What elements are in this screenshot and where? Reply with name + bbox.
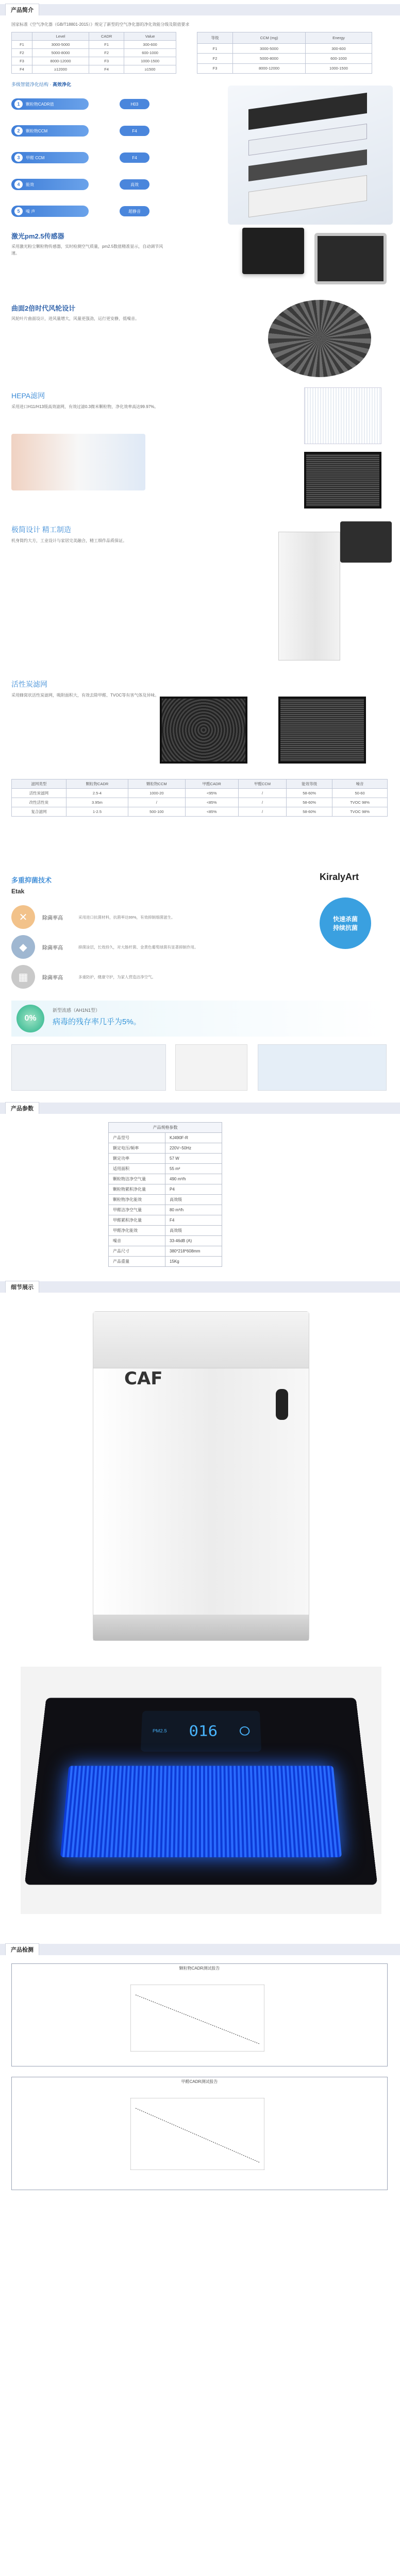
table-header: 噪音 bbox=[332, 779, 388, 789]
hepa-feature bbox=[0, 387, 400, 521]
table-cell: F1 bbox=[197, 43, 233, 53]
stage-label: 能效 bbox=[26, 182, 34, 187]
table-header: 甲醛CCM bbox=[238, 779, 287, 789]
table-cell: ≥1500 bbox=[124, 65, 176, 74]
table-cell: 3000-5000 bbox=[232, 43, 305, 53]
stage-label: 噪 声 bbox=[26, 209, 36, 214]
honeycomb-filter-image bbox=[278, 697, 366, 764]
table-header: Level bbox=[32, 32, 89, 41]
test-photo-2 bbox=[175, 1044, 247, 1091]
pm-number: 016 bbox=[189, 1722, 218, 1740]
building-icon: ▦ bbox=[11, 965, 35, 989]
stage-tag: H03 bbox=[120, 99, 149, 109]
table-cell: 600-1000 bbox=[305, 54, 372, 63]
section-title: 细节展示 bbox=[5, 1281, 39, 1293]
feature-title: 极简设计 精工制造 bbox=[11, 526, 71, 534]
table-cell: 1000-20 bbox=[128, 789, 186, 798]
blue-light-grill bbox=[60, 1766, 342, 1857]
spec-value: 15Kg bbox=[165, 1257, 222, 1267]
design-feature bbox=[0, 521, 400, 676]
product-detail-page bbox=[0, 4, 400, 2206]
table-header: 等级 bbox=[197, 32, 233, 44]
bacteria-icon: ✕ bbox=[11, 905, 35, 929]
stage-tag: F4 bbox=[120, 152, 149, 163]
section-header-params bbox=[0, 1103, 400, 1114]
table-cell: / bbox=[238, 789, 287, 798]
stage-pill bbox=[11, 179, 89, 190]
stage-number: 1 bbox=[14, 100, 23, 108]
feature-text: 机身简约大方，工业设计与家居完美融合，精工细作品质保证。 bbox=[11, 538, 127, 543]
purify-note-prefix: 多级智能净化结构 · bbox=[11, 82, 52, 87]
spec-key: 额定功率 bbox=[109, 1154, 165, 1164]
zero-percent-badge: 0% bbox=[16, 1005, 44, 1032]
antibac-name: 除菌率高 bbox=[42, 945, 63, 951]
table-cell: TVOC 98% bbox=[332, 798, 388, 807]
spec-value: 220V~50Hz bbox=[165, 1143, 222, 1154]
section-header-intro bbox=[0, 4, 400, 15]
stage-tag: 超静音 bbox=[120, 206, 149, 216]
spec-key: 甲醛洁净空气量 bbox=[109, 1205, 165, 1215]
table-cell: 58-60% bbox=[287, 789, 332, 798]
table-cell: F1 bbox=[12, 41, 32, 49]
table-cell: 复合滤网 bbox=[12, 807, 66, 817]
stage-label: 颗粒物CCM bbox=[26, 128, 48, 133]
table-header: 颗粒物CCM bbox=[128, 779, 186, 789]
table-cell: F3 bbox=[197, 63, 233, 73]
spec-value: 57 W bbox=[165, 1154, 222, 1164]
intro-text: 国家标准《空气净化器（GB/T18801-2015）》规定了新型的空气净化器的净化效能分级及限值要求 bbox=[11, 22, 190, 27]
feature-text: 风轮叶片曲面设计，进风量增大，风量更强劲，运行更安静，低噪音。 bbox=[11, 316, 139, 321]
brand-label: Etak bbox=[11, 888, 25, 895]
table-cell: F2 bbox=[197, 54, 233, 63]
feature-title: 活性炭滤网 bbox=[11, 680, 47, 688]
filter-frame-image bbox=[304, 452, 381, 509]
section-header-detail bbox=[0, 1281, 400, 1293]
test-photo-1 bbox=[11, 1044, 166, 1091]
section-header-test bbox=[0, 1944, 400, 1955]
table-header: 能效等级 bbox=[287, 779, 332, 789]
spec-value: KJ490F-R bbox=[165, 1133, 222, 1143]
table-cell: 50-60 bbox=[332, 789, 388, 798]
stage-label: 甲醛 CCM bbox=[26, 155, 45, 160]
antibac-desc: 采用进口抗菌材料，抗菌率达99%，有效抑制细菌滋生。 bbox=[78, 914, 175, 920]
test-report-title: 甲醛CADR测试报告 bbox=[181, 2079, 218, 2084]
pm-label: PM2.5 bbox=[152, 1728, 167, 1734]
fan-feature bbox=[0, 300, 400, 387]
feature-text: 采用激光粉尘颗粒物传感器，实时检测空气质量，pm2.5数值精准显示，自动调节风速。 bbox=[11, 244, 163, 256]
table-cell: F3 bbox=[12, 57, 32, 65]
exploded-purifier-image bbox=[228, 86, 393, 225]
shield-icon: ◆ bbox=[11, 935, 35, 959]
spec-key: 颗粒物累积净化量 bbox=[109, 1184, 165, 1195]
purify-stages bbox=[11, 91, 389, 225]
flu-title: 新型流感（AH1N1型） bbox=[53, 1008, 101, 1013]
table-cell: F4 bbox=[89, 65, 124, 74]
spec-header: 产品规格参数 bbox=[109, 1123, 222, 1133]
table-cell: 5000-8000 bbox=[232, 54, 305, 63]
feature-text: 采用蜂窝状活性炭滤网，吸附面积大，有效去除甲醛、TVOC等有害气体及异味。 bbox=[11, 693, 159, 698]
spec-value: 380*218*608mm bbox=[165, 1246, 222, 1257]
table-cell: 2.5-4 bbox=[66, 789, 128, 798]
spec-key: 额定电压/频率 bbox=[109, 1143, 165, 1154]
table-cell: 1000-1500 bbox=[124, 57, 176, 65]
spec-key: 适用面积 bbox=[109, 1164, 165, 1174]
table-cell: <85% bbox=[185, 807, 238, 817]
spec-key: 甲醛净化能效 bbox=[109, 1226, 165, 1236]
table-cell: / bbox=[238, 807, 287, 817]
test-curve-2 bbox=[130, 2098, 264, 2170]
table-cell: F3 bbox=[89, 57, 124, 65]
table-cell: F2 bbox=[89, 49, 124, 57]
spec-key: 产品尺寸 bbox=[109, 1246, 165, 1257]
test-report-title: 颗粒物CADR测试报告 bbox=[179, 1966, 220, 1971]
power-button-icon[interactable] bbox=[240, 1726, 250, 1736]
table-header bbox=[12, 32, 32, 41]
table-cell: 58-60% bbox=[287, 798, 332, 807]
badge-line: 持续抗菌 bbox=[332, 924, 358, 931]
spec-value: 高效级 bbox=[165, 1195, 222, 1205]
table-cell: <95% bbox=[185, 789, 238, 798]
spec-key: 产品型号 bbox=[109, 1133, 165, 1143]
section-title: 产品参数 bbox=[5, 1102, 39, 1114]
detail-block bbox=[0, 1296, 400, 1940]
table-header: Value bbox=[124, 32, 176, 41]
table-cell: <85% bbox=[185, 798, 238, 807]
partner-name: KiralyArt bbox=[320, 872, 359, 882]
spec-key: 颗粒物洁净空气量 bbox=[109, 1174, 165, 1184]
feature-title: 多重抑菌技术 bbox=[11, 876, 52, 884]
section-title: 产品检测 bbox=[5, 1943, 39, 1955]
table-header: 颗粒物CADR bbox=[66, 779, 128, 789]
spec-value: F4 bbox=[165, 1215, 222, 1226]
spec-key: 颗粒物净化能效 bbox=[109, 1195, 165, 1205]
spec-block bbox=[0, 1117, 400, 1277]
table-cell: TVOC 98% bbox=[332, 807, 388, 817]
table-header: Energy bbox=[305, 32, 372, 44]
stage-label: 颗粒物CADR值 bbox=[26, 101, 54, 107]
standard-table-right bbox=[197, 32, 372, 74]
badge-line: 快速杀菌 bbox=[332, 916, 358, 923]
carbon-filter-image bbox=[160, 697, 247, 764]
antibac-item bbox=[11, 962, 389, 992]
sensor-image-2 bbox=[314, 233, 387, 284]
table-header: 甲醛CADR bbox=[185, 779, 238, 789]
table-cell: 8000-12000 bbox=[32, 57, 89, 65]
table-cell: 500-100 bbox=[128, 807, 186, 817]
purifier-device-image bbox=[278, 532, 340, 660]
antibac-feature bbox=[0, 872, 400, 1098]
table-cell: ≥12000 bbox=[32, 65, 89, 74]
feature-title: HEPA滤网 bbox=[11, 392, 45, 400]
stage-tag: F4 bbox=[120, 126, 149, 136]
partner-logo bbox=[320, 872, 359, 883]
table-cell: 8000-12000 bbox=[232, 63, 305, 73]
carbon-table bbox=[11, 779, 388, 817]
table-cell: 600-1000 bbox=[124, 49, 176, 57]
antibac-badge bbox=[320, 897, 371, 949]
table-cell: 改性活性炭 bbox=[12, 798, 66, 807]
stage-number: 5 bbox=[14, 207, 23, 215]
table-header: CCM (mg) bbox=[232, 32, 305, 44]
virus-banner bbox=[11, 1001, 388, 1037]
table-cell: 1000-1500 bbox=[305, 63, 372, 73]
handle-slot[interactable] bbox=[276, 1389, 288, 1420]
stage-tag: 高效 bbox=[120, 179, 149, 190]
display-panel bbox=[141, 1711, 261, 1752]
test-block bbox=[0, 1958, 400, 2206]
fan-wheel-image bbox=[268, 300, 371, 377]
table-cell: / bbox=[238, 798, 287, 807]
purifier-front-image bbox=[93, 1311, 309, 1641]
section-title: 产品简介 bbox=[5, 4, 39, 15]
purify-note-highlight: 高效净化 bbox=[53, 82, 72, 87]
table-header: 滤网类型 bbox=[12, 779, 66, 789]
standard-table-left bbox=[11, 32, 176, 74]
feature-title: 曲面2倍时代风轮设计 bbox=[11, 304, 76, 312]
table-cell: 58-60% bbox=[287, 807, 332, 817]
spec-key: 产品重量 bbox=[109, 1257, 165, 1267]
airflow-image bbox=[11, 434, 145, 490]
pm-sensor-feature bbox=[0, 228, 400, 300]
antibac-name: 除菌率高 bbox=[42, 975, 63, 981]
intro-block bbox=[0, 19, 400, 228]
table-cell: 300-600 bbox=[305, 43, 372, 53]
test-curve-1 bbox=[130, 1985, 264, 2052]
table-cell: 300-600 bbox=[124, 41, 176, 49]
table-cell: 1-2.5 bbox=[66, 807, 128, 817]
spec-value: P4 bbox=[165, 1184, 222, 1195]
feature-text: 采用进口H11/H13级高效滤网，有效过滤0.3微米颗粒物，净化效率高达99.97%。 bbox=[11, 404, 159, 409]
spec-table bbox=[108, 1122, 222, 1267]
feature-title: 激光pm2.5传感器 bbox=[11, 232, 64, 240]
stage-pill bbox=[11, 125, 89, 137]
table-cell: F4 bbox=[12, 65, 32, 74]
table-cell: F1 bbox=[89, 41, 124, 49]
carbon-feature bbox=[0, 676, 400, 872]
antibac-desc: 多重防护，健康守护，为家人营造洁净空气。 bbox=[78, 974, 156, 979]
table-cell: F2 bbox=[12, 49, 32, 57]
stage-number: 3 bbox=[14, 154, 23, 162]
antibac-desc: 抑菌涂层，长效持久，对大肠杆菌、金黄色葡萄球菌有显著抑制作用。 bbox=[78, 944, 198, 950]
test-report-1 bbox=[11, 1963, 388, 2066]
hepa-filter-image bbox=[304, 387, 381, 444]
flu-text: 病毒的残存率几乎为5%。 bbox=[53, 1018, 141, 1026]
spec-value: 490 m³/h bbox=[165, 1174, 222, 1184]
top-panel-image bbox=[21, 1667, 381, 1914]
test-photo-3 bbox=[258, 1044, 387, 1091]
table-cell: 3.95m bbox=[66, 798, 128, 807]
device-top-detail bbox=[340, 521, 392, 563]
spec-value: 高效级 bbox=[165, 1226, 222, 1236]
table-cell: 5000-8000 bbox=[32, 49, 89, 57]
brand-logo: CAF bbox=[124, 1368, 163, 1389]
stage-pill bbox=[11, 206, 89, 217]
table-cell: 3000-5000 bbox=[32, 41, 89, 49]
stage-number: 2 bbox=[14, 127, 23, 135]
spec-value: 33-46dB (A) bbox=[165, 1236, 222, 1246]
table-cell: / bbox=[128, 798, 186, 807]
test-report-2 bbox=[11, 2077, 388, 2190]
stage-number: 4 bbox=[14, 180, 23, 189]
spec-key: 噪音 bbox=[109, 1236, 165, 1246]
table-header: CADR bbox=[89, 32, 124, 41]
spec-key: 甲醛累积净化量 bbox=[109, 1215, 165, 1226]
antibac-name: 除菌率高 bbox=[42, 915, 63, 921]
sensor-image bbox=[242, 228, 304, 274]
stage-pill bbox=[11, 152, 89, 163]
spec-value: 55 m² bbox=[165, 1164, 222, 1174]
stage-pill bbox=[11, 98, 89, 110]
spec-value: 80 m³/h bbox=[165, 1205, 222, 1215]
table-cell: 活性炭滤网 bbox=[12, 789, 66, 798]
